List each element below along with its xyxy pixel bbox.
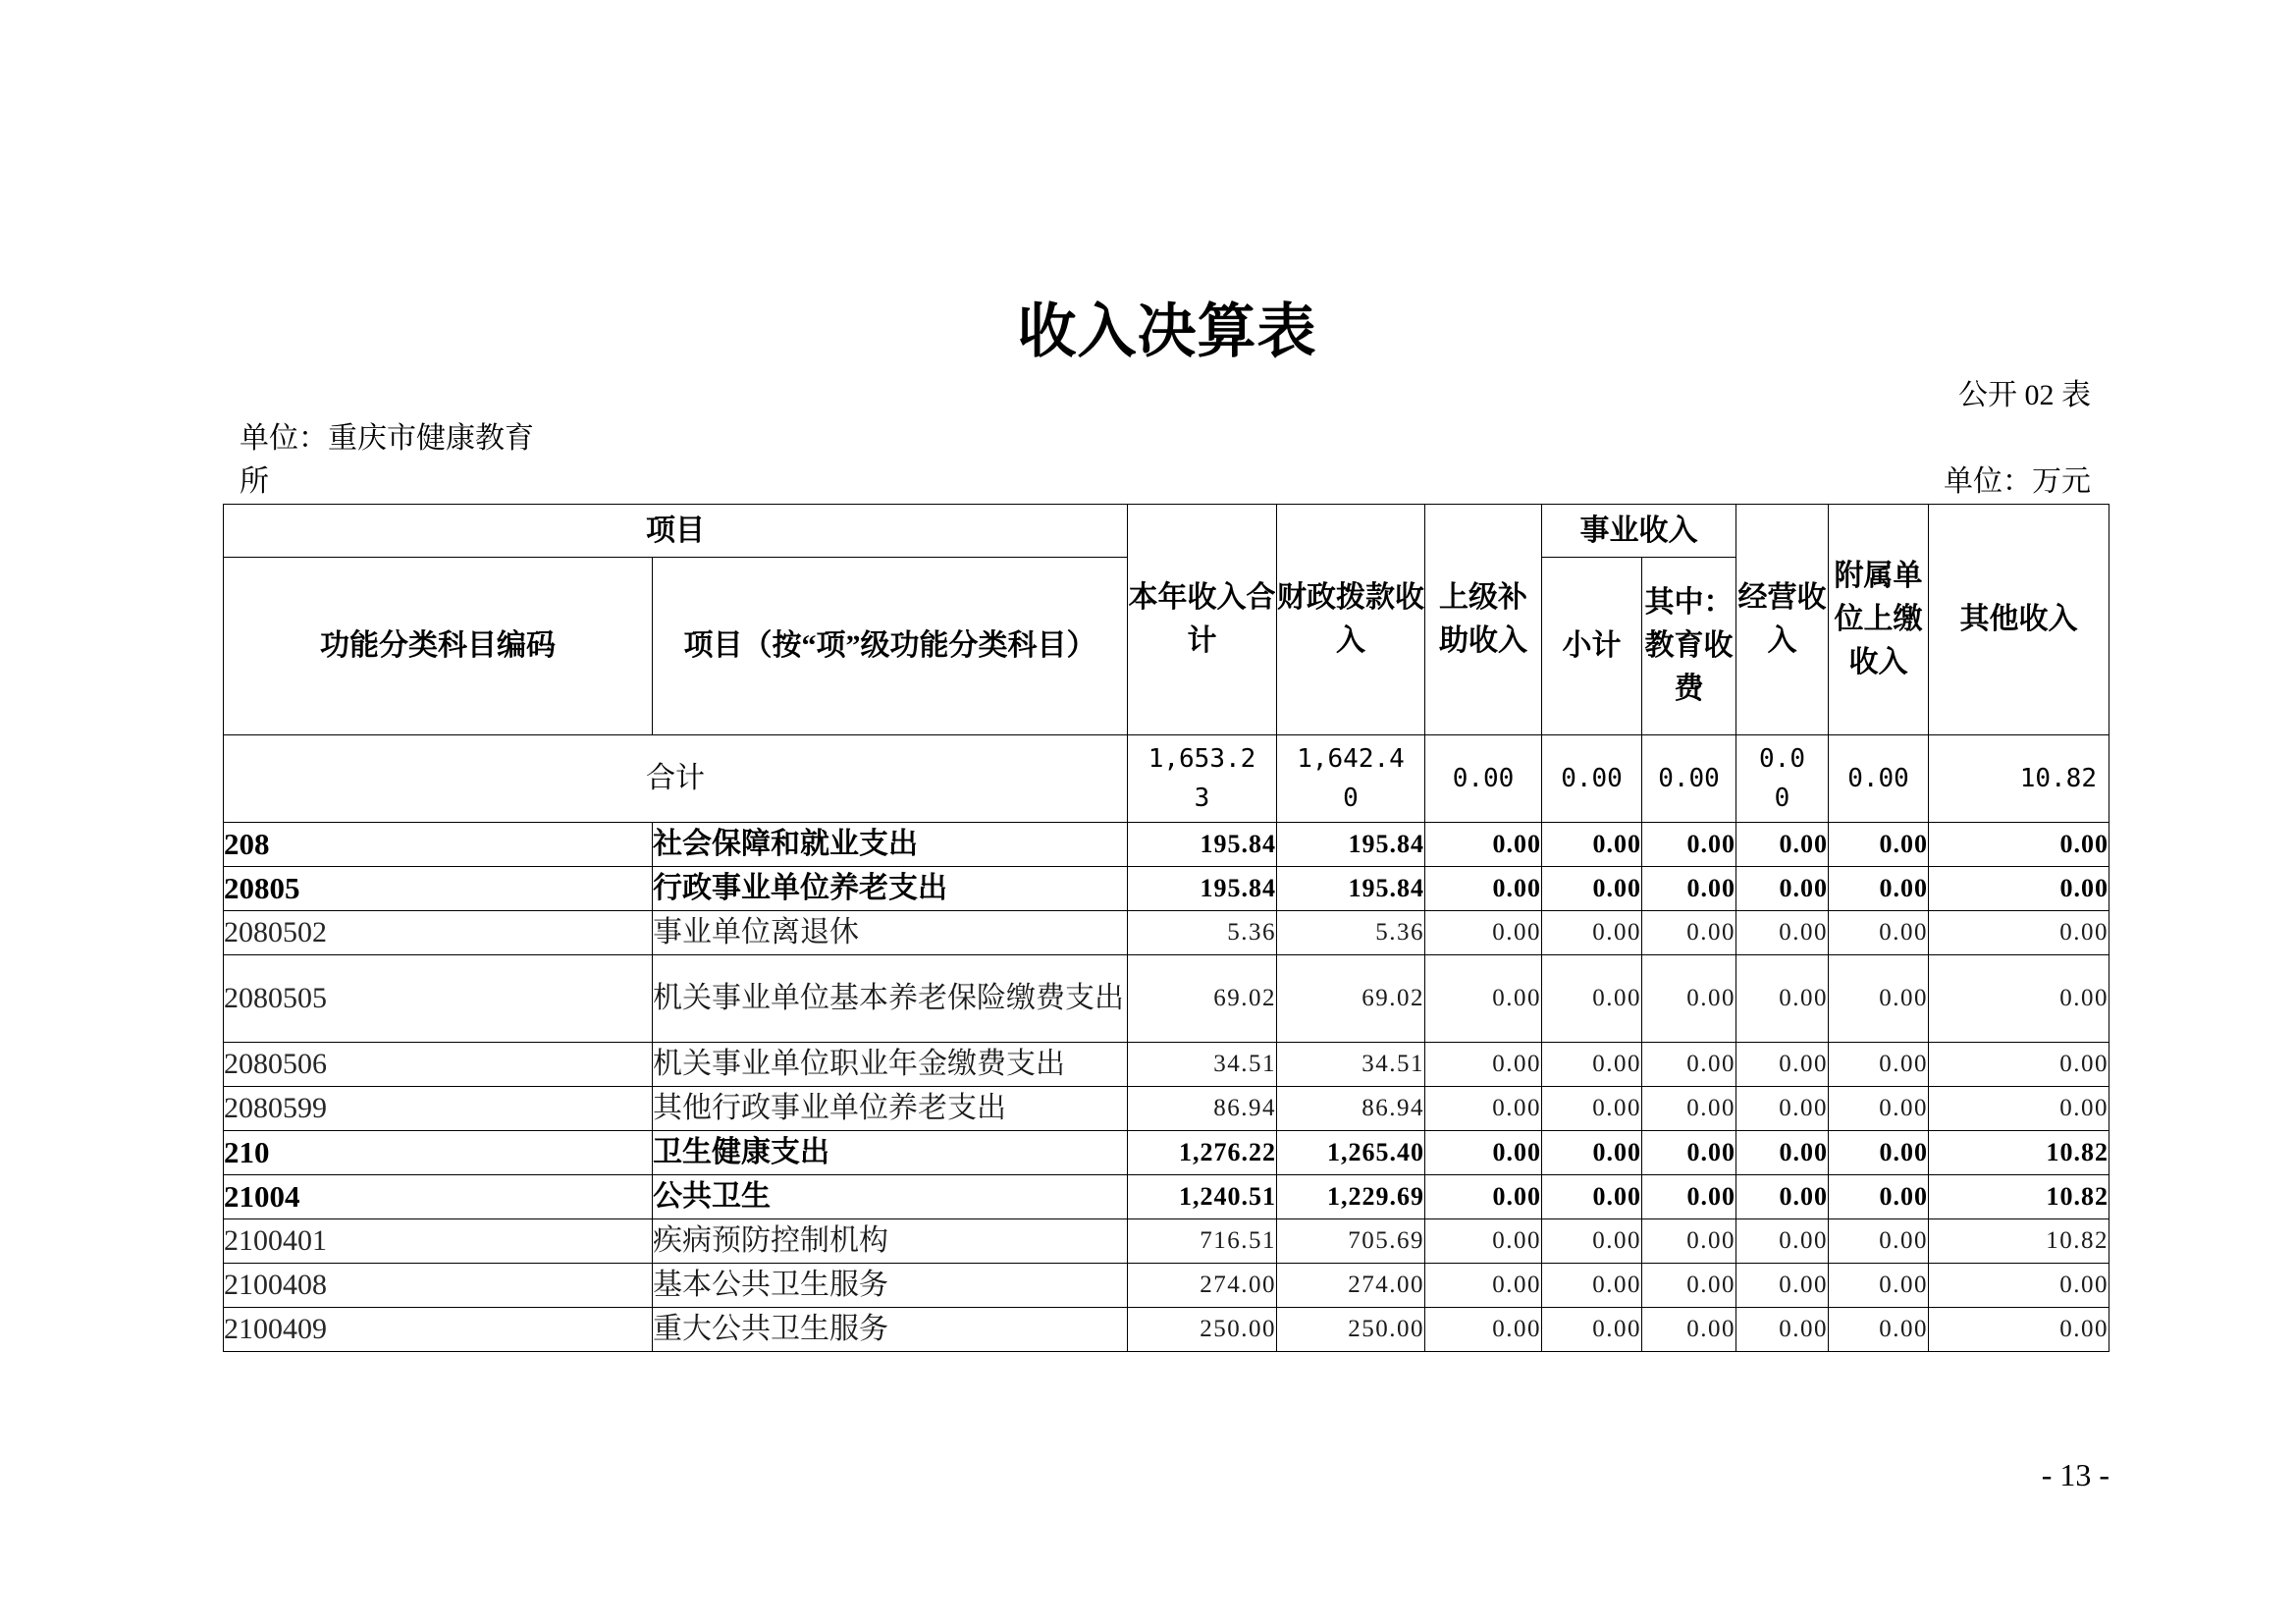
item-name-cell: 机关事业单位基本养老保险缴费支出 [653,955,1128,1043]
business-subtotal-cell: 0.00 [1542,1043,1642,1087]
total-income-cell: 195.84 [1128,823,1277,867]
total-income-cell: 86.94 [1128,1087,1277,1131]
affiliated-income-cell: 0.00 [1829,1087,1929,1131]
currency-unit: 单位：万元 [1944,465,2091,498]
affiliated-income-cell: 0.00 [1829,823,1929,867]
education-fee-cell: 0.00 [1642,1043,1736,1087]
fiscal-appropriation-cell: 86.94 [1277,1087,1425,1131]
superior-subsidy-cell: 0.00 [1425,911,1542,955]
operating-income-cell: 0.00 [1736,911,1829,955]
item-name-cell: 基本公共卫生服务 [653,1264,1128,1308]
business-subtotal-cell: 0.00 [1542,1131,1642,1175]
other-income-cell: 10.82 [1929,1219,2109,1264]
superior-subsidy-cell: 0.00 [1425,1043,1542,1087]
total-income-cell: 1,276.22 [1128,1131,1277,1175]
education-fee-cell: 0.00 [1642,1175,1736,1219]
superior-subsidy-cell: 0.00 [1425,1087,1542,1131]
operating-income-cell: 0.00 [1736,823,1829,867]
item-name-cell: 卫生健康支出 [653,1131,1128,1175]
operating-income-cell: 0.00 [1736,735,1829,823]
fiscal-appropriation-cell: 250.00 [1277,1308,1425,1352]
education-fee-cell: 0.00 [1642,867,1736,911]
superior-subsidy-cell: 0.00 [1425,1308,1542,1352]
affiliated-income-cell: 0.00 [1829,1308,1929,1352]
other-income-cell: 10.82 [1929,735,2109,823]
operating-income-cell: 0.00 [1736,867,1829,911]
superior-subsidy-cell: 0.00 [1425,955,1542,1043]
education-fee-cell: 0.00 [1642,1308,1736,1352]
item-name-cell: 社会保障和就业支出 [653,823,1128,867]
fiscal-appropriation-cell: 5.36 [1277,911,1425,955]
item-name-cell: 其他行政事业单位养老支出 [653,1087,1128,1131]
function-code-cell: 210 [224,1131,653,1175]
other-income-cell: 10.82 [1929,1131,2109,1175]
operating-income-cell: 0.00 [1736,1308,1829,1352]
total-income-cell: 274.00 [1128,1264,1277,1308]
reporting-unit: 单位：重庆市健康教育所 [240,422,534,498]
total-label: 合计 [224,735,1128,823]
operating-income-cell: 0.00 [1736,1131,1829,1175]
fiscal-appropriation-cell: 69.02 [1277,955,1425,1043]
table-row [224,1043,2109,1087]
function-code-cell: 21004 [224,1175,653,1219]
business-subtotal-cell: 0.00 [1542,867,1642,911]
affiliated-income-cell: 0.00 [1829,1219,1929,1264]
function-code-cell: 2080599 [224,1087,653,1131]
affiliated-income-cell: 0.00 [1829,911,1929,955]
table-row [224,867,2109,911]
superior-subsidy-cell: 0.00 [1425,823,1542,867]
business-subtotal-cell: 0.00 [1542,1175,1642,1219]
superior-subsidy-cell: 0.00 [1425,1175,1542,1219]
table-row [224,1175,2109,1219]
other-income-cell: 0.00 [1929,955,2109,1043]
header-total-income: 本年收入合计 [1128,505,1277,735]
operating-income-cell: 0.00 [1736,1264,1829,1308]
header-education-fee: 其中：教育收费 [1642,558,1736,735]
total-income-cell: 1,653.23 [1128,735,1277,823]
education-fee-cell: 0.00 [1642,735,1736,823]
header-other-income: 其他收入 [1929,505,2109,735]
function-code-cell: 208 [224,823,653,867]
other-income-cell: 10.82 [1929,1175,2109,1219]
table-row [224,1264,2109,1308]
business-subtotal-cell: 0.00 [1542,1087,1642,1131]
superior-subsidy-cell: 0.00 [1425,1264,1542,1308]
superior-subsidy-cell: 0.00 [1425,1219,1542,1264]
fiscal-appropriation-cell: 705.69 [1277,1219,1425,1264]
business-subtotal-cell: 0.00 [1542,823,1642,867]
fiscal-appropriation-cell: 274.00 [1277,1264,1425,1308]
function-code-cell: 2080506 [224,1043,653,1087]
affiliated-income-cell: 0.00 [1829,955,1929,1043]
superior-subsidy-cell: 0.00 [1425,735,1542,823]
total-income-cell: 1,240.51 [1128,1175,1277,1219]
operating-income-cell: 0.00 [1736,1043,1829,1087]
table-row [224,955,2109,1043]
page-title: 收入决算表 [1017,299,1317,364]
income-statement-table [223,504,2109,1352]
other-income-cell: 0.00 [1929,1087,2109,1131]
education-fee-cell: 0.00 [1642,1087,1736,1131]
item-name-cell: 疾病预防控制机构 [653,1219,1128,1264]
page-number: - 13 - [2041,1457,2109,1492]
item-name-cell: 重大公共卫生服务 [653,1308,1128,1352]
total-income-cell: 5.36 [1128,911,1277,955]
header-item: 项目 [224,505,1128,558]
operating-income-cell: 0.00 [1736,1175,1829,1219]
function-code-cell: 2100401 [224,1219,653,1264]
table-row [224,823,2109,867]
table-row [224,1219,2109,1264]
business-subtotal-cell: 0.00 [1542,735,1642,823]
item-name-cell: 机关事业单位职业年金缴费支出 [653,1043,1128,1087]
affiliated-income-cell: 0.00 [1829,867,1929,911]
affiliated-income-cell: 0.00 [1829,1264,1929,1308]
other-income-cell: 0.00 [1929,867,2109,911]
other-income-cell: 0.00 [1929,911,2109,955]
table-row [224,1308,2109,1352]
other-income-cell: 0.00 [1929,1264,2109,1308]
education-fee-cell: 0.00 [1642,1219,1736,1264]
function-code-cell: 2080505 [224,955,653,1043]
business-subtotal-cell: 0.00 [1542,955,1642,1043]
affiliated-income-cell: 0.00 [1829,1131,1929,1175]
other-income-cell: 0.00 [1929,1308,2109,1352]
total-income-cell: 69.02 [1128,955,1277,1043]
other-income-cell: 0.00 [1929,823,2109,867]
other-income-cell: 0.00 [1929,1043,2109,1087]
operating-income-cell: 0.00 [1736,1219,1829,1264]
total-income-cell: 34.51 [1128,1043,1277,1087]
function-code-cell: 2100409 [224,1308,653,1352]
superior-subsidy-cell: 0.00 [1425,867,1542,911]
header-business-income: 事业收入 [1542,505,1736,558]
header-row-top [224,505,2109,558]
affiliated-income-cell: 0.00 [1829,1175,1929,1219]
item-name-cell: 行政事业单位养老支出 [653,867,1128,911]
business-subtotal-cell: 0.00 [1542,1219,1642,1264]
fiscal-appropriation-cell: 1,265.40 [1277,1131,1425,1175]
fiscal-appropriation-cell: 195.84 [1277,823,1425,867]
table-row [224,1131,2109,1175]
education-fee-cell: 0.00 [1642,823,1736,867]
fiscal-appropriation-cell: 34.51 [1277,1043,1425,1087]
affiliated-income-cell: 0.00 [1829,735,1929,823]
item-name-cell: 公共卫生 [653,1175,1128,1219]
function-code-cell: 2100408 [224,1264,653,1308]
header-affiliated-income: 附属单位上缴收入 [1829,505,1929,735]
header-operating-income: 经营收入 [1736,505,1829,735]
education-fee-cell: 0.00 [1642,1131,1736,1175]
education-fee-cell: 0.00 [1642,1264,1736,1308]
total-row [224,735,2109,823]
item-name-cell: 事业单位离退休 [653,911,1128,955]
header-business-subtotal: 小计 [1542,558,1642,735]
education-fee-cell: 0.00 [1642,955,1736,1043]
header-fiscal-appropriation: 财政拨款收入 [1277,505,1425,735]
education-fee-cell: 0.00 [1642,911,1736,955]
total-income-cell: 195.84 [1128,867,1277,911]
fiscal-appropriation-cell: 1,642.40 [1277,735,1425,823]
header-function-code: 功能分类科目编码 [224,558,653,735]
function-code-cell: 20805 [224,867,653,911]
business-subtotal-cell: 0.00 [1542,911,1642,955]
operating-income-cell: 0.00 [1736,955,1829,1043]
table-row [224,1087,2109,1131]
business-subtotal-cell: 0.00 [1542,1308,1642,1352]
total-income-cell: 716.51 [1128,1219,1277,1264]
fiscal-appropriation-cell: 1,229.69 [1277,1175,1425,1219]
header-superior-subsidy: 上级补助收入 [1425,505,1542,735]
fiscal-appropriation-cell: 195.84 [1277,867,1425,911]
affiliated-income-cell: 0.00 [1829,1043,1929,1087]
table-row [224,911,2109,955]
operating-income-cell: 0.00 [1736,1087,1829,1131]
function-code-cell: 2080502 [224,911,653,955]
header-item-name: 项目（按“项”级功能分类科目） [653,558,1128,735]
business-subtotal-cell: 0.00 [1542,1264,1642,1308]
total-income-cell: 250.00 [1128,1308,1277,1352]
superior-subsidy-cell: 0.00 [1425,1131,1542,1175]
form-number: 公开 02 表 [1958,379,2091,411]
